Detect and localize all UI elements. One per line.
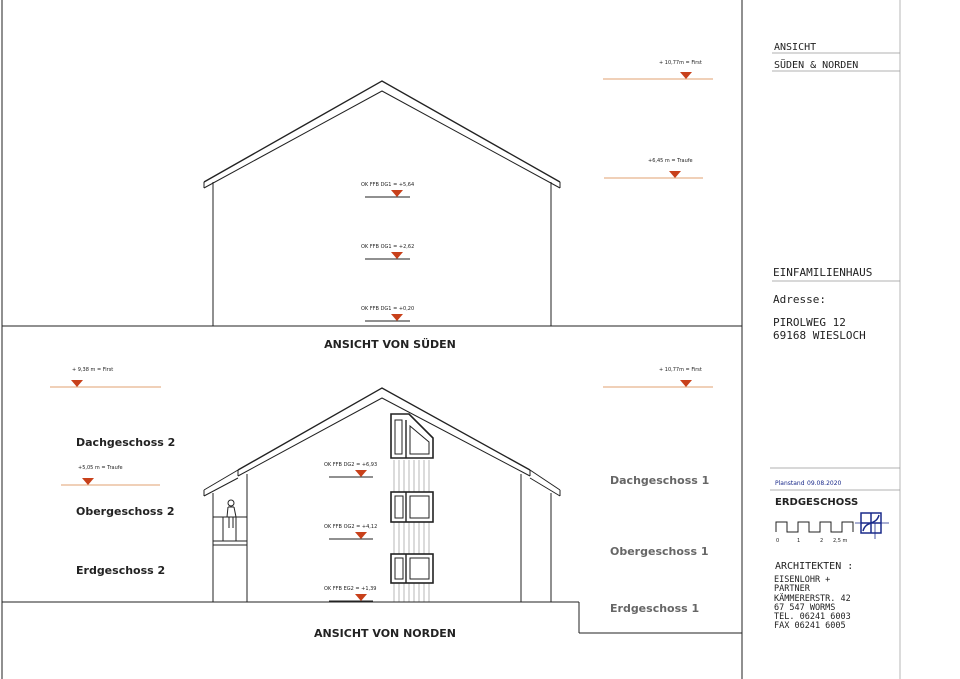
scale-tick-2: 2 xyxy=(820,538,824,544)
scale-tick-1: 1 xyxy=(797,538,801,544)
south-first-marker xyxy=(603,60,713,79)
north-traufe-left-marker xyxy=(61,465,160,485)
north-level-label-1: OK FFB DG2 = +6,93 xyxy=(324,462,378,468)
south-house xyxy=(204,81,560,326)
tb-street: PIROLWEG 12 xyxy=(773,316,846,329)
south-first-label: + 10,77m = First xyxy=(659,60,702,66)
tb-architect-line-6: FAX 06241 6005 xyxy=(774,621,846,631)
tb-address-label: Adresse: xyxy=(773,293,826,306)
north-first-right-marker xyxy=(603,367,713,387)
scale-tick-3: 2,5 m xyxy=(833,538,848,544)
tb-architect-line-3: KÄMMERERSTR. 42 xyxy=(774,594,851,604)
tb-architect-line-1: EISENLOHR + xyxy=(774,575,831,585)
tb-architect-line-5: TEL. 06241 6003 xyxy=(774,612,851,622)
south-level-label-2: OK FFB OG1 = +2,62 xyxy=(361,244,415,250)
scale-bar xyxy=(776,522,853,532)
tb-city: 69168 WIESLOCH xyxy=(773,329,866,342)
north-first-right-label: + 10,77m = First xyxy=(659,367,702,373)
tb-planstand-label: Planstand xyxy=(775,480,805,487)
north-first-left-label: + 9,38 m = First xyxy=(72,367,114,373)
floor-label-og2: Obergeschoss 2 xyxy=(76,505,175,518)
person-silhouette xyxy=(227,500,236,528)
south-level-marker-2 xyxy=(361,244,414,259)
floor-label-eg1: Erdgeschoss 1 xyxy=(610,602,700,615)
tb-architect-line-2: PARTNER xyxy=(774,584,810,594)
south-caption: ANSICHT VON SÜDEN xyxy=(324,338,456,351)
south-level-label-1: OK FFB DG1 = +5,64 xyxy=(361,182,415,188)
floor-label-dg2: Dachgeschoss 2 xyxy=(76,436,176,449)
north-level-label-3: OK FFB EG2 = +1,39 xyxy=(324,586,377,592)
floor-label-eg2: Erdgeschoss 2 xyxy=(76,564,166,577)
floor-label-og1: Obergeschoss 1 xyxy=(610,545,709,558)
north-level-label-2: OK FFB OG2 = +4,12 xyxy=(324,524,378,530)
north-level-marker-2 xyxy=(324,524,377,539)
north-caption: ANSICHT VON NORDEN xyxy=(314,627,456,640)
title-block xyxy=(770,42,900,631)
tb-planstand-date: 09.08.2020 xyxy=(807,480,842,487)
tb-architects-label: ARCHITEKTEN : xyxy=(775,561,854,572)
north-first-left-marker xyxy=(50,367,161,387)
north-level-marker-1 xyxy=(324,462,377,477)
south-level-label-3: OK FFB DG1 = +0,20 xyxy=(361,306,415,312)
south-level-marker-1 xyxy=(361,182,414,197)
tb-floor: ERDGESCHOSS xyxy=(775,497,859,508)
north-traufe-left-label: +5,05 m = Traufe xyxy=(78,465,123,471)
north-house xyxy=(204,388,560,602)
floor-label-dg1: Dachgeschoss 1 xyxy=(610,474,710,487)
south-traufe-marker xyxy=(604,158,703,178)
south-level-marker-3 xyxy=(361,306,414,321)
scale-tick-0: 0 xyxy=(776,538,780,544)
north-level-marker-3 xyxy=(324,586,376,601)
architect-logo xyxy=(855,513,889,539)
south-traufe-label: +6,45 m = Traufe xyxy=(648,158,693,164)
window-upper xyxy=(391,492,433,522)
tb-project: EINFAMILIENHAUS xyxy=(773,266,873,279)
tb-line1: ANSICHT xyxy=(774,42,817,53)
tb-line2: SÜDEN & NORDEN xyxy=(774,60,859,71)
window-lower xyxy=(391,554,433,583)
window-attic xyxy=(391,414,433,458)
tb-architect-line-4: 67 547 WORMS xyxy=(774,603,836,613)
balcony xyxy=(213,517,247,545)
